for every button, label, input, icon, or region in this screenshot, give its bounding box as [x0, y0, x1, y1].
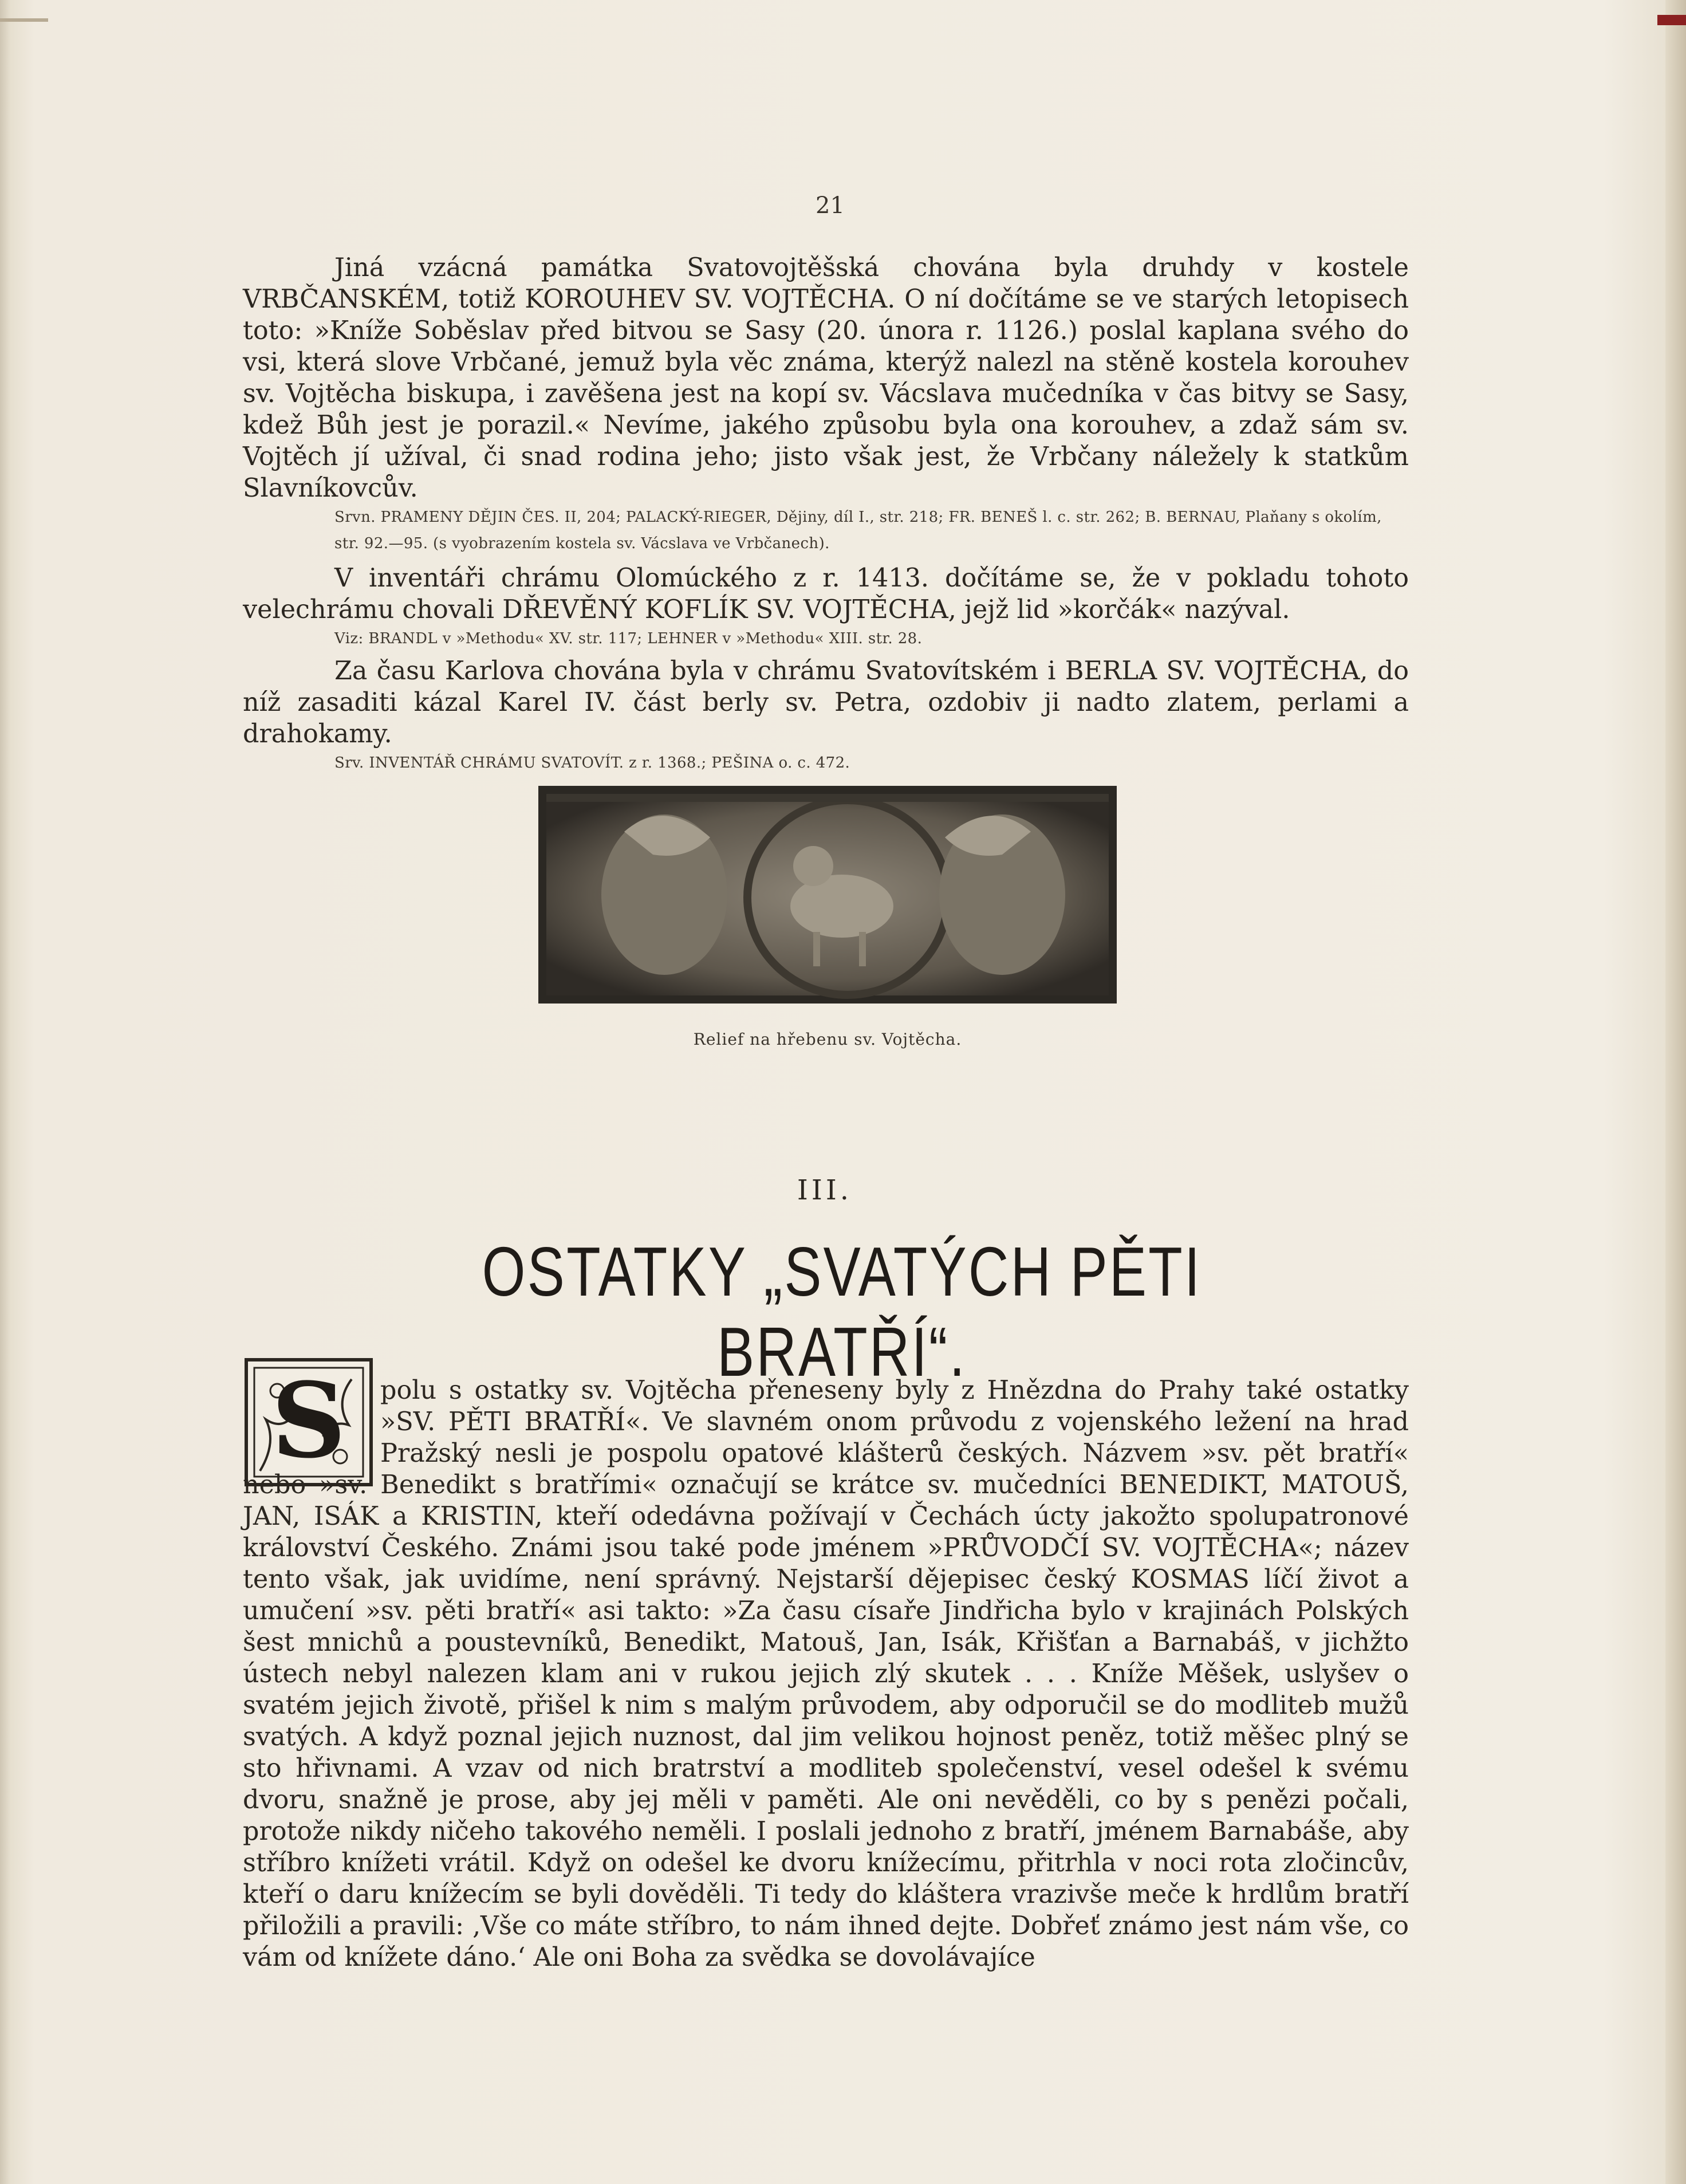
chapter-number: III. [797, 1174, 853, 1206]
reference-1: Srvn. PRAMENY DĚJIN ČES. II, 204; PALACKÝ-RIEGER, Dějiny, díl I., str. 218; FR. BENEŠ l. c. str. 262; B. BERNAU, Plaňany s okolím, str. 92.—95. (s vyobrazením kostela sv. Vácslava ve Vrbčanech). [334, 509, 1382, 552]
scan-mark [0, 18, 48, 22]
paragraph-korouhev: Jiná vzácná památka Svatovojtěšská chována byla druhdy v kostele VRBČANSKÉM, totiž KOROUHEV SV. VOJTĚCHA. O ní dočítáme se ve starých letopisech toto: »Kníže Soběslav před bitvou se Sasy (20. února r. 1126.) poslal kaplana svého do vsi, která slove Vrbčané, jemuž byla věc známa, kterýž nalezl na stěně kostela korouhev sv. Vojtěcha biskupa, i zavěšena jest na kopí sv. Vácslava mučedníka v čas bitvy se Sasy, kdež Bůh jest je porazil.« Nevíme, jakého způsobu byla ona korouhev, a zdaž sám sv. Vojtěch jí užíval, či snad rodina jeho; jisto však jest, že Vrbčany náležely k statkům Slavníkovcův. [243, 253, 1409, 503]
reference-3: Srv. INVENTÁŘ CHRÁMU SVATOVÍT. z r. 1368.; PEŠINA o. c. 472. [334, 754, 850, 772]
top-section [243, 252, 1409, 776]
dropcap-space [243, 1375, 380, 1469]
paragraph-koflik: V inventáři chrámu Olomúckého z r. 1413. dočítáme se, že v pokladu tohoto velechrámu chovali DŘEVĚNÝ KOFLÍK SV. VOJTĚCHA, jejž lid »korčák« nazýval. [243, 564, 1409, 624]
chapter-paragraph: polu s ostatky sv. Vojtěcha přeneseny byly z Hnězdna do Prahy také ostatky »SV. PĚTI BRATŘÍ«. Ve slavném onom průvodu z vojenského ležení na hrad Pražský nesli je pospolu opatové klášterů českých. Názvem »sv. pět bratří« nebo »sv. Benedikt s bratřími« označují se krátce sv. mučedníci BENEDIKT, MATOUŠ, JAN, ISÁK a KRISTIN, kteří odedávna požívají v Čechách úcty jakožto spolupatronové království Českého. Známi jsou také pode jménem »PRŮVODČÍ SV. VOJTĚCHA«; název tento však, jak uvidíme, není správný. Nejstarší dějepisec český KOSMAS líčí život a umučení »sv. pěti bratří« asi takto: »Za času císaře Jindřicha bylo v krajinách Polských šest mnichů a poustevníků, Benedikt, Matouš, Jan, Isák, Křišťan a Barnabáš, v jichžto ústech nebyl nalezen klam ani v rukou jejich zlý skutek . . . Kníže Měšek, uslyšev o svatém jejich životě, přišel k nim s malým průvodem, aby odporučil se do modlitеb mužů svatých. A když poznal jejich nuznost, dal jim velikou hojnost peněz, totiž měšec plný se sto hřivnami. A vzav od nich bratrství a modliteb společenství, vesel odešel k svému dvoru, snažně je prose, aby jej měli v paměti. Ale oni nevěděli, co by s penězi počali, protože nikdy ničeho takového neměli. I poslali jednoho z bratří, jménem Barnabáše, aby stříbro knížeti vrátil. Když on odešel ke dvoru knížecímu, přitrhla v noci rota zločincův, kteří o daru knížecím se byli dověděli. Ti tedy do kláštera vrazivše meče k hrdlům bratří přiložili a pravili: ‚Vše co máte stříbro, to nám ihned dejte. Dobřeť známo jest nám vše, co vám od knížete dáno.‘ Ale oni Boha za svědka se dovolávajíce [243, 1376, 1409, 1972]
bookmark-ribbon [1657, 15, 1686, 25]
figure-caption: Relief na hřebenu sv. Vojtěcha. [693, 1030, 962, 1049]
relief-photo [538, 786, 1117, 1004]
page-number: 21 [816, 192, 845, 219]
chapter-title: OSTATKY „SVATÝCH PĚTI BRATŘÍ“. [482, 1233, 1202, 1391]
chapter-body [243, 1375, 1409, 1973]
paragraph-berla: Za času Karlova chována byla v chrámu Svatovítském i BERLA SV. VOJTĚCHA, do níž zasaditi kázal Karel IV. část berly sv. Petra, ozdobiv ji nadto zlatem, perlami a drahokamy. [243, 656, 1409, 749]
page-edge [1665, 0, 1686, 2184]
dropcap-letter: S [271, 1360, 346, 1481]
reference-2: Viz: BRANDL v »Methodu« XV. str. 117; LEHNER v »Methodu« XIII. str. 28. [334, 630, 923, 647]
